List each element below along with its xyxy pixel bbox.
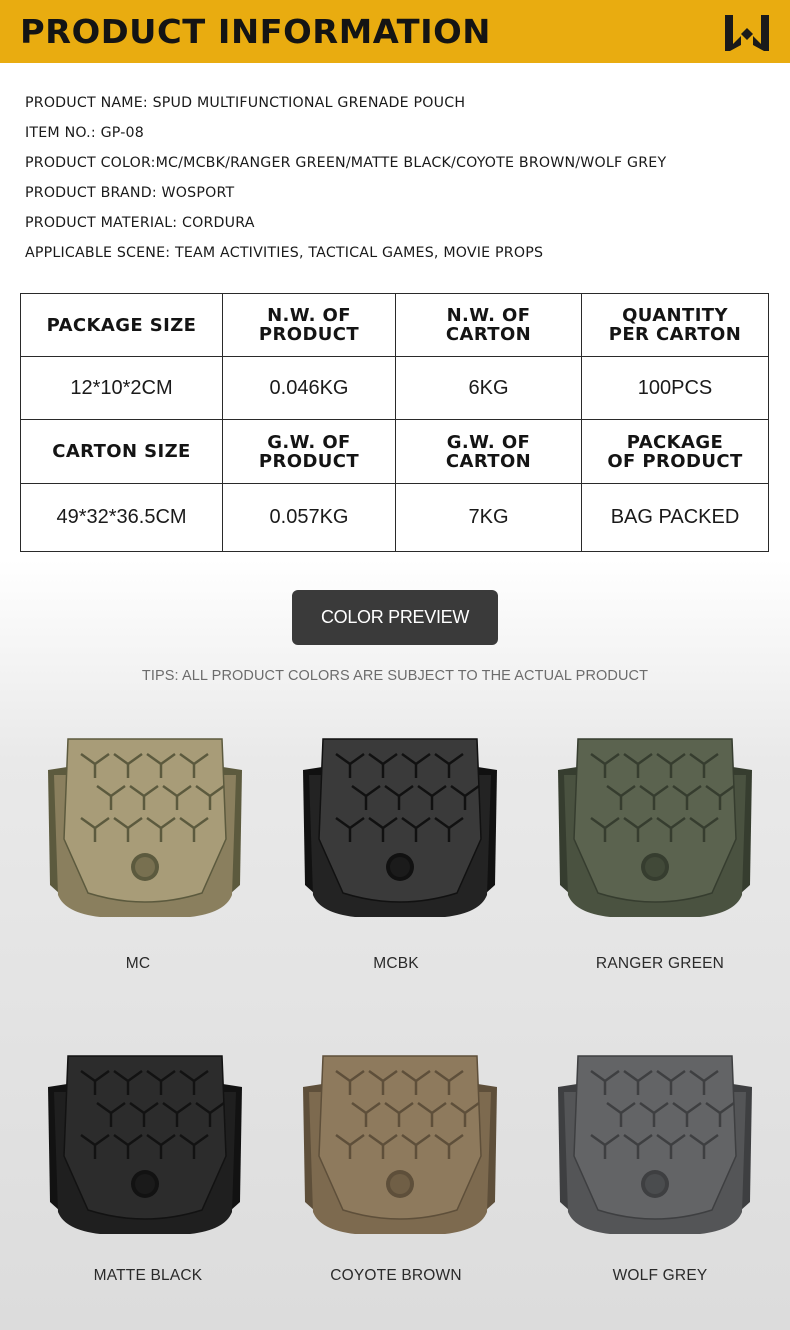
table-header-cell <box>396 420 582 484</box>
item-number-line: ITEM NO.: GP-08 <box>25 125 144 141</box>
table-row <box>21 420 769 484</box>
wosport-w-logo-icon <box>722 12 772 52</box>
table-row <box>21 357 769 420</box>
cell-text: QUANTITY PER CARTON <box>608 305 742 345</box>
page-title: PRODUCT INFORMATION <box>20 12 491 51</box>
tips-note: TIPS: ALL PRODUCT COLORS ARE SUBJECT TO THE ACTUAL PRODUCT <box>141 668 649 684</box>
product-name-line: PRODUCT NAME: SPUD MULTIFUNCTIONAL GRENADE POUCH <box>25 95 466 111</box>
color-label: COYOTE BROWN <box>330 1267 462 1284</box>
pouch-image <box>40 1052 250 1262</box>
product-info-list <box>25 90 666 270</box>
table-cell: 0.057KG <box>223 484 396 552</box>
table-header-cell <box>582 294 769 357</box>
color-label: WOLF GREY <box>612 1267 708 1284</box>
color-label: MATTE BLACK <box>93 1267 203 1284</box>
cell-text: PACKAGE SIZE <box>46 314 197 336</box>
color-label: MC <box>125 955 151 972</box>
table-cell: 12*10*2CM <box>21 357 223 420</box>
applicable-scene-line: APPLICABLE SCENE: TEAM ACTIVITIES, TACTICAL GAMES, MOVIE PROPS <box>25 245 544 261</box>
table-cell: 6KG <box>396 357 582 420</box>
table-cell: 100PCS <box>582 357 769 420</box>
table-row <box>21 484 769 552</box>
table-cell: 7KG <box>396 484 582 552</box>
table-header-cell <box>21 294 223 357</box>
spec-table <box>20 293 769 552</box>
color-label: RANGER GREEN <box>595 955 725 972</box>
color-label: MCBK <box>373 955 419 972</box>
table-cell: BAG PACKED <box>582 484 769 552</box>
cell-text: N.W. OF PRODUCT <box>258 305 360 345</box>
color-preview-button[interactable]: COLOR PREVIEW <box>292 590 498 645</box>
cell-text: G.W. OF CARTON <box>445 431 532 472</box>
pouch-image <box>550 735 760 945</box>
pouch-image <box>40 735 250 945</box>
cell-text: CARTON SIZE <box>52 441 191 462</box>
table-row <box>21 294 769 357</box>
pouch-image <box>295 1052 505 1262</box>
pouch-image <box>550 1052 760 1262</box>
table-header-cell <box>223 420 396 484</box>
table-cell: 0.046KG <box>223 357 396 420</box>
product-color-line: PRODUCT COLOR:MC/MCBK/RANGER GREEN/MATTE BLACK/COYOTE BROWN/WOLF GREY <box>25 155 667 171</box>
pouch-image <box>295 735 505 945</box>
table-cell: 49*32*36.5CM <box>21 484 223 552</box>
table-header-cell <box>223 294 396 357</box>
table-header-cell <box>582 420 769 484</box>
table-header-cell <box>21 420 223 484</box>
header-bar <box>0 0 790 63</box>
product-material-line: PRODUCT MATERIAL: CORDURA <box>25 215 255 231</box>
table-header-cell <box>396 294 582 357</box>
cell-text: G.W. OF PRODUCT <box>258 431 360 472</box>
cell-text: N.W. OF CARTON <box>445 305 532 345</box>
product-brand-line: PRODUCT BRAND: WOSPORT <box>25 185 235 201</box>
cell-text: PACKAGE OF PRODUCT <box>607 431 743 472</box>
